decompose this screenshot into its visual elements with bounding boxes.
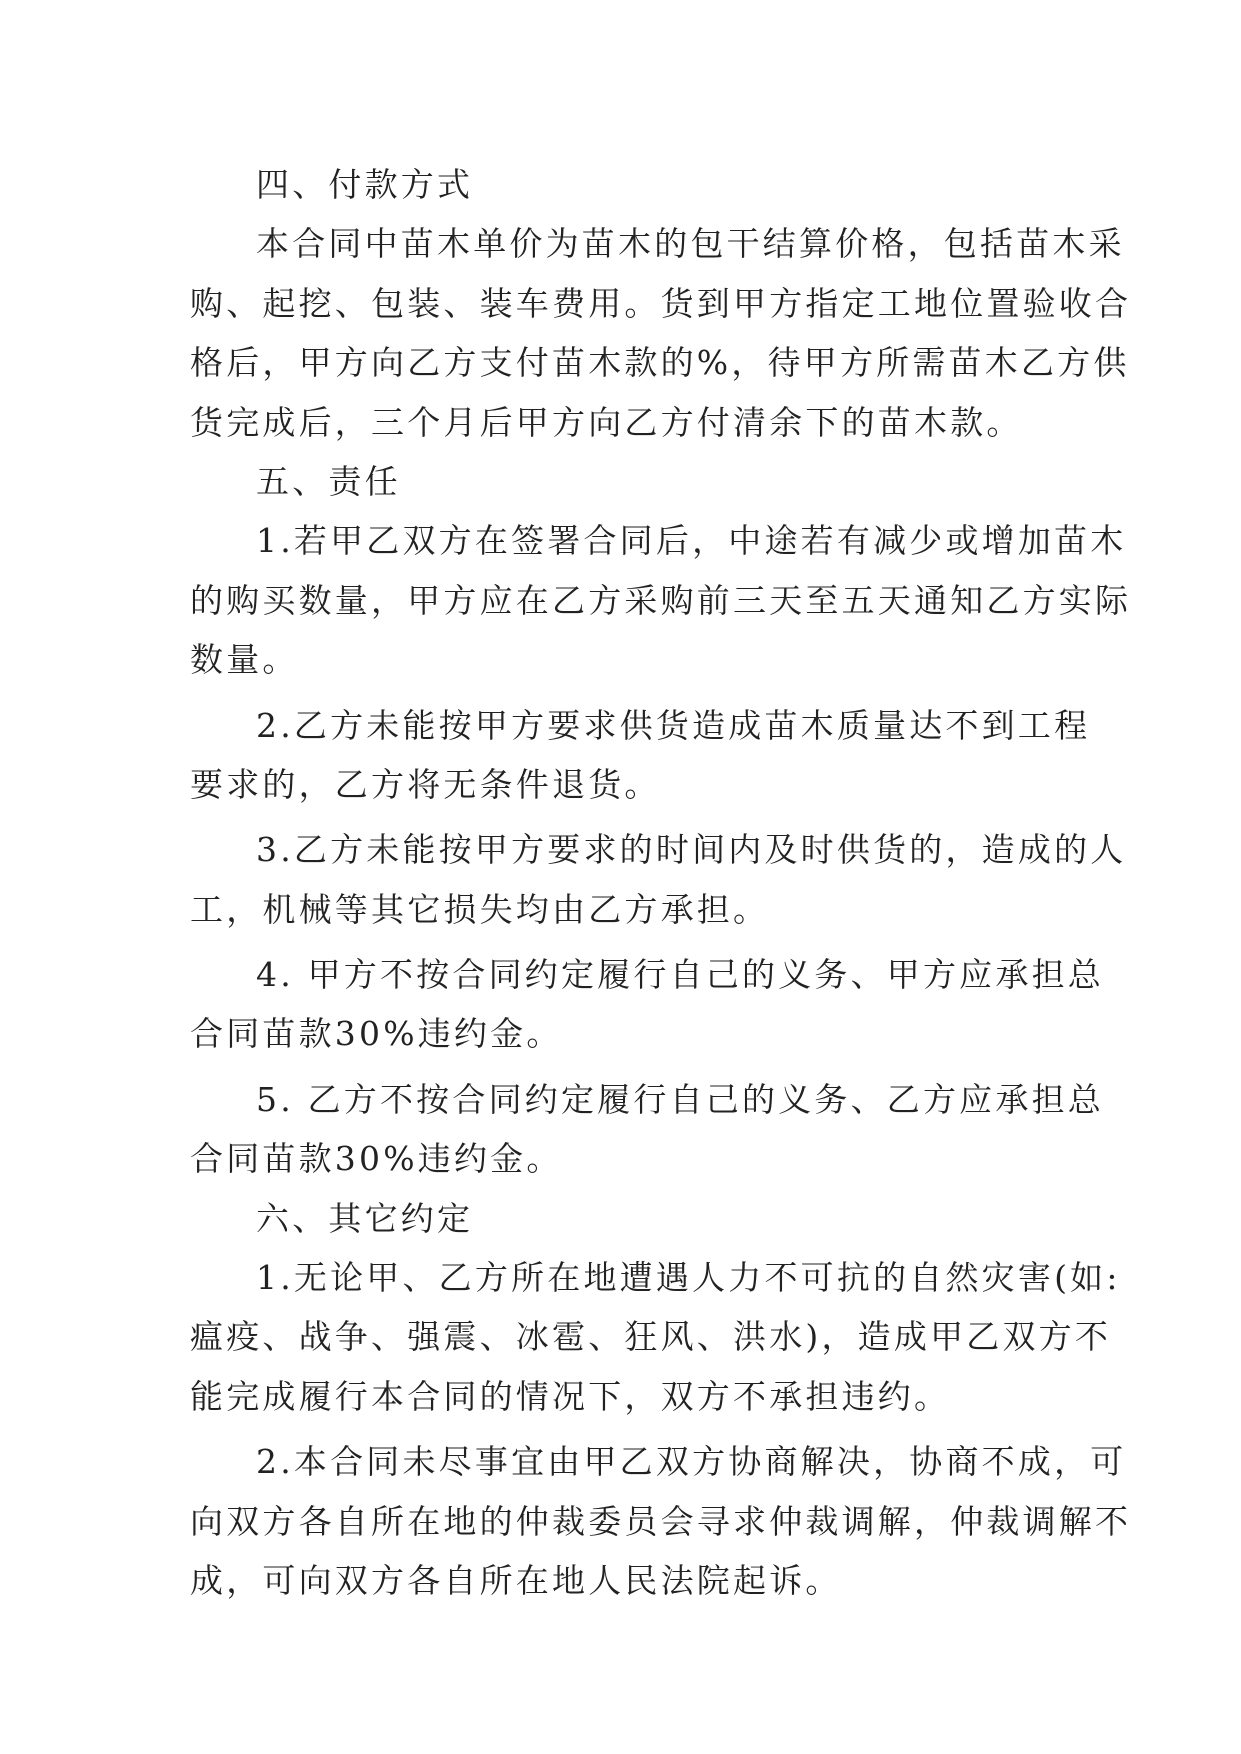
paragraph-line: 2.乙方未能按甲方要求供货造成苗木质量达不到工程	[256, 705, 1091, 745]
section-heading-responsibility: 五、责任	[256, 461, 401, 501]
section-heading-other-terms: 六、其它约定	[256, 1198, 474, 1238]
paragraph-line: 2.本合同未尽事宜由甲乙双方协商解决，协商不成，可	[256, 1442, 1127, 1482]
paragraph-line: 合同苗款30%违约金。	[190, 1139, 563, 1179]
paragraph-line: 格后，甲方向乙方支付苗木款的%，待甲方所需苗木乙方供	[190, 343, 1130, 383]
paragraph-line: 数量。	[190, 640, 299, 680]
paragraph-line: 向双方各自所在地的仲裁委员会寻求仲裁调解，仲裁调解不	[190, 1501, 1132, 1541]
paragraph-line: 工，机械等其它损失均由乙方承担。	[190, 889, 770, 929]
paragraph-line: 合同苗款30%违约金。	[190, 1014, 563, 1054]
paragraph-line: 5. 乙方不按合同约定履行自己的义务、乙方应承担总	[256, 1079, 1104, 1119]
paragraph-line: 的购买数量，甲方应在乙方采购前三天至五天通知乙方实际	[190, 580, 1132, 620]
paragraph-line: 能完成履行本合同的情况下，双方不承担违约。	[190, 1376, 951, 1416]
paragraph-line: 1.无论甲、乙方所在地遭遇人力不可抗的自然灾害(如:	[256, 1258, 1121, 1298]
paragraph-line: 1.若甲乙双方在签署合同后，中途若有减少或增加苗木	[256, 521, 1127, 561]
paragraph-line: 成，可向双方各自所在地人民法院起诉。	[190, 1560, 842, 1600]
paragraph-line: 要求的，乙方将无条件退货。	[190, 764, 661, 804]
paragraph-line: 3.乙方未能按甲方要求的时间内及时供货的，造成的人	[256, 830, 1127, 870]
paragraph-line: 瘟疫、战争、强震、冰雹、狂风、洪水)，造成甲乙双方不	[190, 1317, 1112, 1357]
paragraph-line: 货完成后，三个月后甲方向乙方付清余下的苗木款。	[190, 402, 1023, 442]
paragraph-line: 本合同中苗木单价为苗木的包干结算价格，包括苗木采	[256, 224, 1125, 264]
section-heading-payment: 四、付款方式	[256, 165, 474, 204]
paragraph-line: 4. 甲方不按合同约定履行自己的义务、甲方应承担总	[256, 955, 1104, 995]
paragraph-line: 购、起挖、包装、装车费用。货到甲方指定工地位置验收合	[190, 283, 1132, 323]
document-body	[190, 155, 1132, 1610]
